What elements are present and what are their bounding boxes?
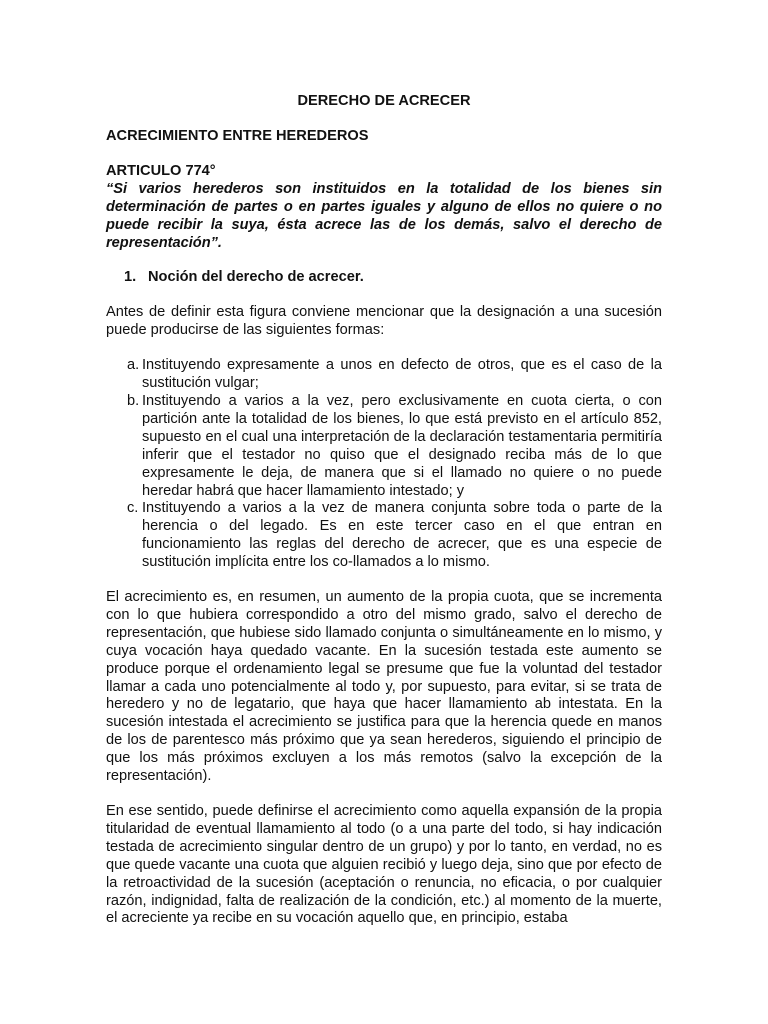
body-paragraph-2: El acrecimiento es, en resumen, un aumento de la propia cuota, que se incrementa con lo que hubiera correspondido a otro del mismo grado, salvo el derecho de representación, que hubiese sido llamado conjunta o simultáneamente en lo mismo, y cuya vocación haya quedado vacante. En la sucesión testada este aumento se produce porque el ordenamiento legal se presume que fue la voluntad del testador llamar a cada uno potencialmente al todo y, por supuesto, para evitar, si se trata de heredero y no de legatario, que haya que hacer llamamiento ab intestata. En la sucesión intestada el acrecimiento se justifica para que la herencia quede en manos de los de parentesco más próximo que ya sean herederos, siguiendo el principio de que los más próximos excluyen a los más remotos (salvo la excepción de la representación). <box>106 589 662 785</box>
list-item-text: Instituyendo a varios a la vez de manera conjunta sobre toda o parte de la herencia o del legado. Es en este tercer caso en el que entran en funcionamiento las reglas del derecho de acrecer, que es una especie de sustitución implícita entre los co-llamados a lo mismo. <box>142 500 662 571</box>
list-item <box>106 500 662 572</box>
list-item-text: Instituyendo expresamente a unos en defecto de otros, que es el caso de la sustitución vulgar; <box>142 357 662 392</box>
section-heading: ACRECIMIENTO ENTRE HEREDEROS <box>106 128 369 144</box>
list-item <box>106 393 662 500</box>
intro-paragraph: Antes de definir esta figura conviene mencionar que la designación a una sucesión puede producirse de las siguientes formas: <box>106 304 662 339</box>
numbered-heading <box>106 269 662 287</box>
article-quote: “Si varios herederos son instituidos en la totalidad de los bienes sin determinación de partes o en partes iguales y alguno de ellos no quiere o no puede recibir la suya, ésta acrece las de los demás, salvo el derecho de representación”. <box>106 180 662 251</box>
document-page <box>106 93 662 928</box>
list-item <box>106 357 662 393</box>
article-number: ARTICULO 774° <box>106 162 216 179</box>
list-item-marker: b. <box>127 392 140 409</box>
numbered-heading-number: 1. <box>124 269 137 286</box>
list-item-marker: c. <box>127 500 139 517</box>
body-paragraph-3: En ese sentido, puede definirse el acrecimiento como aquella expansión de la propia titularidad de eventual llamamiento al todo (o a una parte del todo, si hay indicación testada de acrecimiento singular dentro de un grupo) y por lo tanto, en verdad, no es que quede vacante una cuota que alguien recibió y luego deja, sino que por efecto de la retroactividad de la sucesión (aceptación o renuncia, no eficacia, o por cualquier razón, indignidad, falta de realización de la condición, etc.) al momento de la muerte, el acreciente ya recibe en su vocación aquello que, en principio, estaba <box>106 803 662 927</box>
numbered-heading-text: Noción del derecho de acrecer. <box>148 269 364 286</box>
document-title: DERECHO DE ACRECER <box>297 93 471 109</box>
list-item-marker: a. <box>127 357 140 374</box>
list-item-text: Instituyendo a varios a la vez, pero exclusivamente en cuota cierta, o con partición ante la totalidad de los bienes, lo que está previsto en el artículo 852, supuesto en el cual una interpretación de la declaración testamentaria permitiría inferir que el testador no quiso que el designado reciba más de lo que expresamente le deja, de manera que si el llamado no quiere o no puede heredar habrá que hacer llamamiento intestado; y <box>142 392 662 499</box>
forms-list <box>106 357 662 572</box>
